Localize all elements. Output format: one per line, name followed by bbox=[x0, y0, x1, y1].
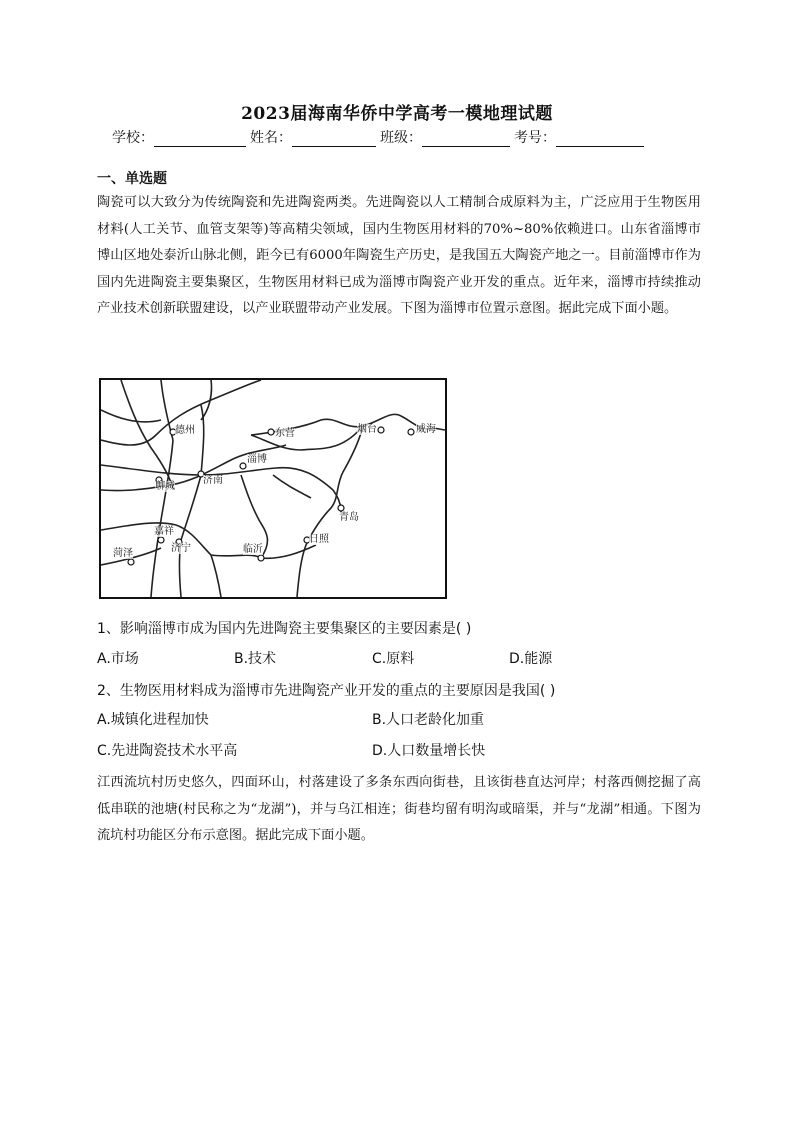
map-label-zibo: 淄博 bbox=[247, 454, 267, 465]
question-1-option-a[interactable]: A.市场 bbox=[97, 651, 139, 667]
map-label-linyi: 临沂 bbox=[243, 544, 263, 555]
school-blank[interactable] bbox=[154, 132, 246, 147]
map-label-weihai: 威海 bbox=[416, 424, 436, 435]
question-2-option-b[interactable]: B.人口老龄化加重 bbox=[372, 712, 485, 728]
map-label-liaocheng: 聊城 bbox=[155, 481, 175, 492]
map-lines bbox=[101, 380, 445, 597]
passage-1: 陶瓷可以大致分为传统陶瓷和先进陶瓷两类。先进陶瓷以人工精制合成原料为主，广泛应用于生物医用材料(人工关节、血管支架等)等高精尖领域，国内生物医用材料的70%~80%依赖进口。山东省淄博市博山区地处泰沂山脉北侧，距今已有6000年陶瓷生产历史，是我国五大陶瓷产地之一。目前淄博市作为国内先进陶瓷主要集聚区，生物医用材料已成为淄博市陶瓷产业开发的重点。近年来，淄博市持续推动产业技术创新联盟建设，以产业联盟带动产业发展。下图为淄博市位置示意图。据此完成下面小题。 bbox=[97, 195, 701, 316]
passage-2: 江西流坑村历史悠久，四面环山，村落建设了多条东西向街巷，且该街巷直达河岸；村落西侧挖掘了高低串联的池塘(村民称之为“龙湖”)，并与乌江相连；街巷均留有明沟或暗渠，并与“龙湖”相通。下图为流坑村功能区分布示意图。据此完成下面小题。 bbox=[97, 775, 701, 843]
map-label-dongying: 东营 bbox=[275, 428, 295, 439]
question-1-option-c[interactable]: C.原料 bbox=[372, 651, 415, 667]
class-blank[interactable] bbox=[422, 132, 510, 147]
number-blank[interactable] bbox=[556, 132, 644, 147]
student-info-row bbox=[112, 127, 648, 147]
name-blank[interactable] bbox=[292, 132, 376, 147]
section-heading: 一、单选题 bbox=[97, 171, 167, 187]
exam-title: 2023届海南华侨中学高考一模地理试题 bbox=[241, 104, 553, 124]
zibo-location-map bbox=[99, 378, 447, 599]
question-2-option-d[interactable]: D.人口数量增长快 bbox=[372, 743, 486, 759]
name-label: 姓名： bbox=[250, 130, 292, 146]
map-label-yantai: 烟台 bbox=[357, 424, 377, 435]
school-label: 学校： bbox=[112, 130, 154, 146]
map-label-dezhou: 德州 bbox=[175, 425, 195, 436]
question-1-stem: 1、影响淄博市成为国内先进陶瓷主要集聚区的主要因素是( ) bbox=[97, 621, 472, 637]
question-1-option-b[interactable]: B.技术 bbox=[234, 651, 277, 667]
map-label-rizhao: 日照 bbox=[309, 534, 329, 545]
map-label-heze: 菏泽 bbox=[113, 548, 133, 559]
map-label-jining: 济宁 bbox=[171, 543, 191, 554]
map-label-jinan: 济南 bbox=[203, 475, 223, 486]
class-label: 班级： bbox=[380, 130, 422, 146]
question-2-option-c[interactable]: C.先进陶瓷技术水平高 bbox=[97, 743, 238, 759]
question-2-stem: 2、生物医用材料成为淄博市先进陶瓷产业开发的重点的主要原因是我国( ) bbox=[97, 683, 556, 699]
map-label-qingdao: 青岛 bbox=[339, 512, 359, 523]
number-label: 考号： bbox=[514, 130, 556, 146]
question-1-option-d[interactable]: D.能源 bbox=[509, 651, 553, 667]
map-label-jiaxiang: 嘉祥 bbox=[154, 526, 174, 537]
question-2-option-a[interactable]: A.城镇化进程加快 bbox=[97, 712, 209, 728]
